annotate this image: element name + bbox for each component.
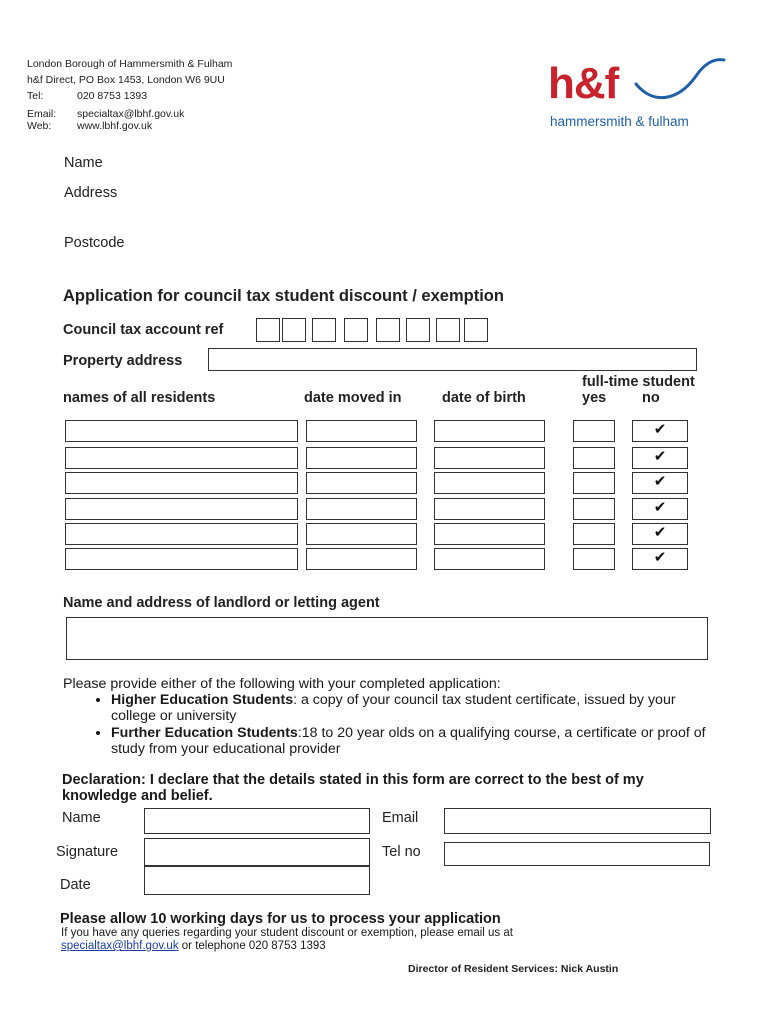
- fulltime-yes-checkbox[interactable]: [573, 447, 615, 469]
- resident-dob-field[interactable]: [434, 420, 545, 442]
- decl-signature-label: Signature: [56, 844, 119, 860]
- property-address-label: Property address: [63, 353, 183, 369]
- resident-moved-field[interactable]: [306, 472, 417, 494]
- resident-moved-field[interactable]: [306, 548, 417, 570]
- he-title: Higher Education Students: [111, 692, 294, 708]
- logo-subtitle: hammersmith & fulham: [550, 114, 689, 129]
- account-ref-digit[interactable]: [406, 318, 430, 342]
- resident-dob-field[interactable]: [434, 447, 545, 469]
- property-address-field[interactable]: [208, 348, 697, 371]
- processing-notice: Please allow 10 working days for us to process your application: [60, 911, 501, 927]
- logo-swoosh-icon: [634, 54, 726, 104]
- he-text: : a copy of your council tax student certificate, issued by your college or university: [111, 692, 676, 724]
- header-block: [27, 56, 232, 134]
- queries-text: [61, 927, 701, 953]
- decl-name-label: Name: [62, 810, 101, 826]
- col-names-header: names of all residents: [63, 390, 216, 406]
- resident-name-field[interactable]: [65, 447, 298, 469]
- resident-name-field[interactable]: [65, 420, 298, 442]
- requirements-section: [63, 676, 713, 758]
- web-value: www.lbhf.gov.uk: [77, 120, 153, 132]
- tick-icon: ✔: [653, 421, 667, 438]
- fe-text: :18 to 20 year olds on a qualifying course, a certificate or proof of study from your educational provider: [111, 725, 706, 757]
- resident-name-field[interactable]: [65, 472, 298, 494]
- account-ref-digit[interactable]: [282, 318, 306, 342]
- tick-icon: ✔: [653, 499, 667, 516]
- account-ref-digit[interactable]: [464, 318, 488, 342]
- col-dob-header: date of birth: [442, 390, 526, 406]
- decl-name-field[interactable]: [144, 808, 370, 834]
- tel-value: 020 8753 1393: [77, 90, 148, 102]
- resident-dob-field[interactable]: [434, 498, 545, 520]
- resident-dob-field[interactable]: [434, 523, 545, 545]
- resident-moved-field[interactable]: [306, 447, 417, 469]
- hf-logo: [546, 54, 726, 134]
- requirements-list: [89, 692, 713, 757]
- decl-date-field[interactable]: [144, 866, 370, 895]
- landlord-field[interactable]: [66, 617, 708, 660]
- recipient-postcode: Postcode: [64, 235, 125, 251]
- recipient-address: Address: [64, 185, 118, 201]
- fulltime-no-checkbox[interactable]: [632, 472, 688, 494]
- resident-name-field[interactable]: [65, 548, 298, 570]
- resident-name-field[interactable]: [65, 498, 298, 520]
- decl-tel-field[interactable]: [444, 842, 710, 866]
- tel-label: Tel:: [27, 90, 44, 102]
- resident-dob-field[interactable]: [434, 472, 545, 494]
- fulltime-no-checkbox[interactable]: [632, 447, 688, 469]
- account-ref-digit[interactable]: [376, 318, 400, 342]
- decl-signature-field[interactable]: [144, 838, 370, 866]
- requirements-intro: Please provide either of the following with your completed application:: [63, 676, 501, 692]
- col-moved-header: date moved in: [304, 390, 402, 406]
- requirement-item: [111, 692, 713, 724]
- email-value: specialtax@lbhf.gov.uk: [77, 108, 185, 120]
- decl-tel-label: Tel no: [382, 844, 421, 860]
- tel-line: [27, 88, 232, 104]
- director-signoff: Director of Resident Services: Nick Austin: [408, 963, 619, 975]
- decl-date-label: Date: [60, 877, 91, 893]
- resident-moved-field[interactable]: [306, 523, 417, 545]
- web-line: [27, 118, 232, 134]
- logo-mark: h&f: [548, 59, 619, 108]
- tick-icon: ✔: [653, 524, 667, 541]
- email-label: Email:: [27, 108, 57, 120]
- queries-intro: If you have any queries regarding your student discount or exemption, please email us at: [61, 927, 513, 939]
- fulltime-yes-checkbox[interactable]: [573, 523, 615, 545]
- declaration-text: Declaration: I declare that the details stated in this form are correct to the best of my knowledge and belief.: [62, 772, 644, 804]
- tick-icon: ✔: [653, 448, 667, 465]
- fulltime-yes-checkbox[interactable]: [573, 472, 615, 494]
- fulltime-no-checkbox[interactable]: [632, 523, 688, 545]
- queries-phone: or telephone 020 8753 1393: [178, 940, 326, 952]
- account-ref-digit[interactable]: [436, 318, 460, 342]
- account-ref-digit[interactable]: [256, 318, 280, 342]
- fulltime-yes-checkbox[interactable]: [573, 548, 615, 570]
- resident-name-field[interactable]: [65, 523, 298, 545]
- account-ref-digit[interactable]: [344, 318, 368, 342]
- resident-dob-field[interactable]: [434, 548, 545, 570]
- decl-email-label: Email: [382, 810, 419, 826]
- tick-icon: ✔: [653, 473, 667, 490]
- form-title: Application for council tax student discount / exemption: [63, 287, 504, 305]
- decl-email-field[interactable]: [444, 808, 711, 834]
- account-ref-label: Council tax account ref: [63, 322, 224, 338]
- fulltime-no-checkbox[interactable]: [632, 548, 688, 570]
- org-name: London Borough of Hammersmith & Fulham: [27, 58, 233, 70]
- account-ref-digit[interactable]: [312, 318, 336, 342]
- tick-icon: ✔: [653, 549, 667, 566]
- resident-moved-field[interactable]: [306, 498, 417, 520]
- resident-moved-field[interactable]: [306, 420, 417, 442]
- org-address: h&f Direct, PO Box 1453, London W6 9UU: [27, 74, 225, 86]
- queries-email-link[interactable]: specialtax@lbhf.gov.uk: [61, 940, 179, 952]
- fulltime-yes-checkbox[interactable]: [573, 498, 615, 520]
- landlord-label: Name and address of landlord or letting agent: [63, 595, 380, 611]
- col-no-header: no: [642, 390, 660, 406]
- recipient-name: Name: [64, 155, 103, 171]
- fulltime-no-checkbox[interactable]: [632, 420, 688, 442]
- web-label: Web:: [27, 120, 52, 132]
- col-yes-header: yes: [582, 390, 607, 406]
- requirement-item: [111, 725, 713, 757]
- fulltime-yes-checkbox[interactable]: [573, 420, 615, 442]
- fe-title: Further Education Students: [111, 725, 298, 741]
- col-fulltime-header: full-time student: [582, 374, 695, 390]
- fulltime-no-checkbox[interactable]: [632, 498, 688, 520]
